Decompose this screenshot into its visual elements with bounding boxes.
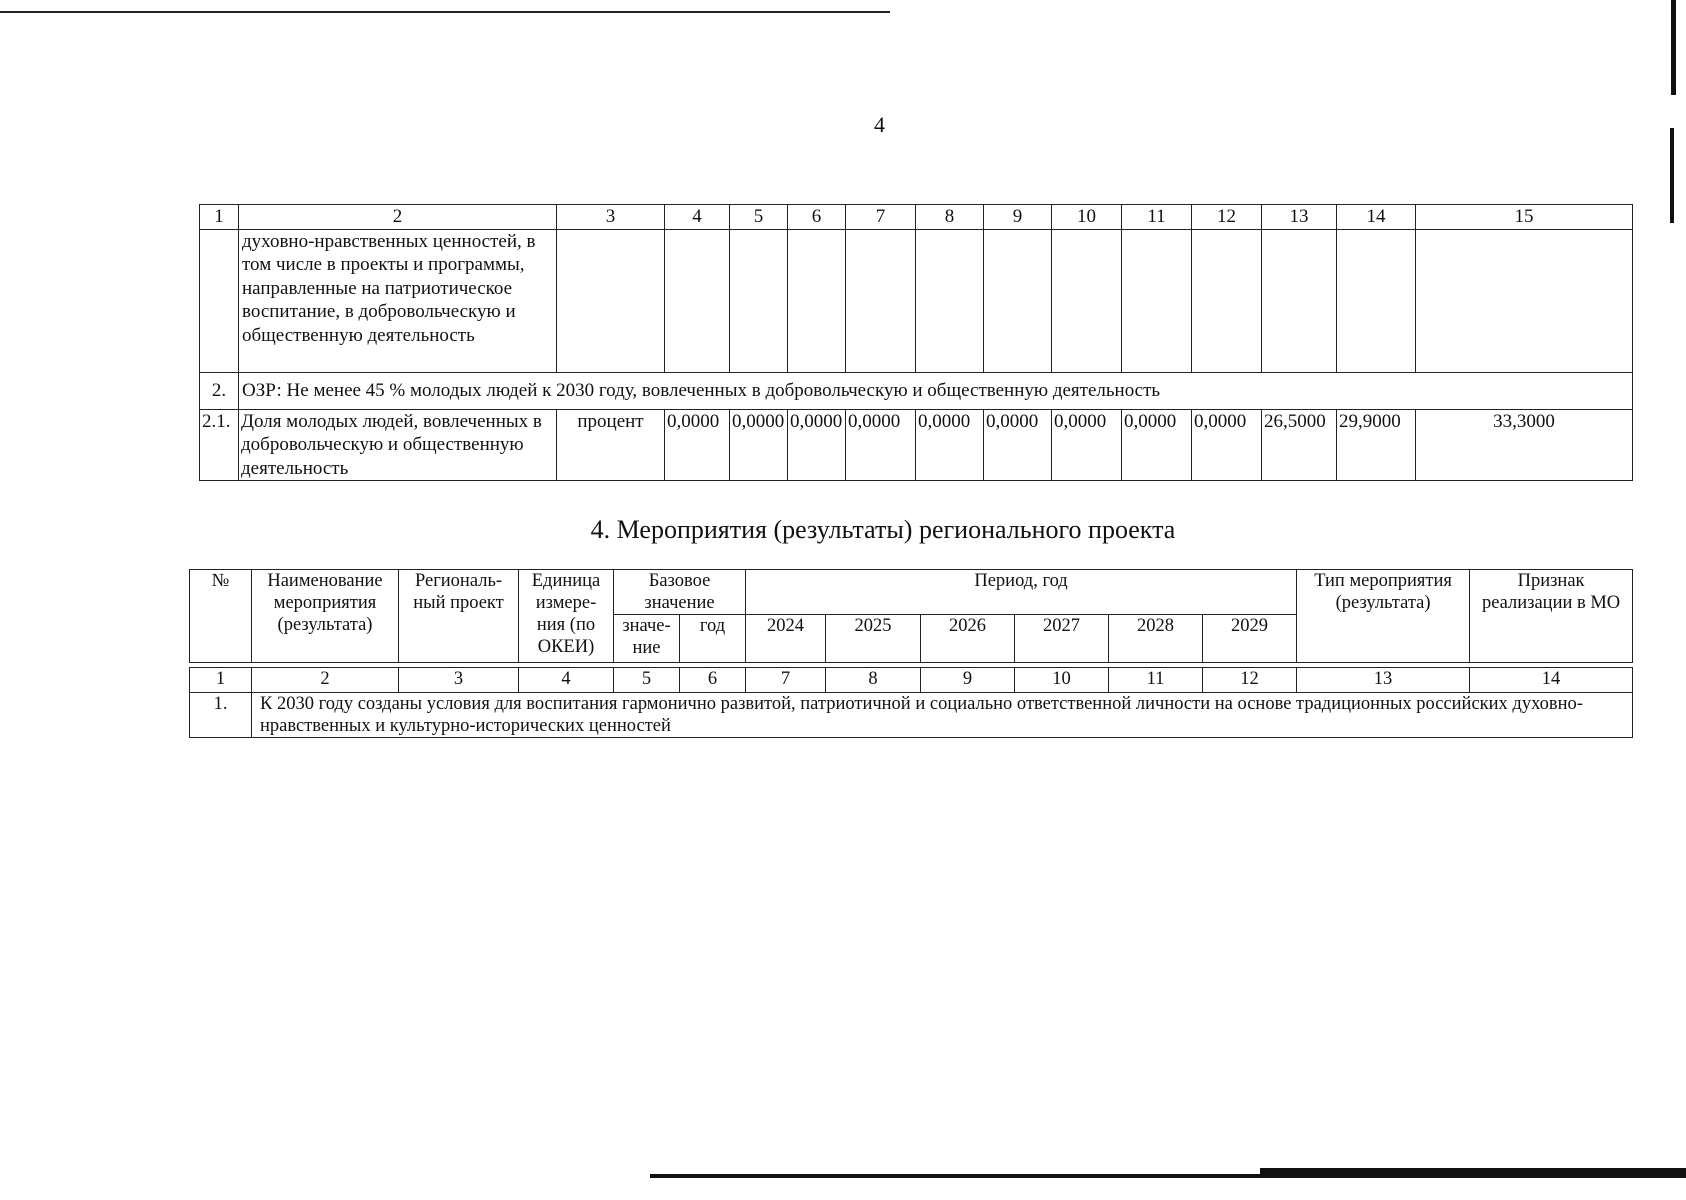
col-number: 7 [746,668,826,693]
col-number: 13 [1262,205,1337,230]
indicators-table [199,204,1633,481]
col-number: 14 [1337,205,1416,230]
indicator-value: 0,0000 [730,409,788,481]
header-regional: Региональ-ный проект [399,570,519,663]
header-name: Наименование мероприятия (результата) [252,570,399,663]
indicator-unit: процент [557,409,665,481]
col-number: 14 [1470,668,1633,693]
scan-edge-mark [1670,128,1674,223]
col-number: 4 [665,205,730,230]
indicator-value: 0,0000 [846,409,916,481]
col-number: 12 [1192,205,1262,230]
goal-text: ОЗР: Не менее 45 % молодых людей к 2030 году, вовлеченных в добровольческую и общественную деятельность [239,372,1633,409]
header-year: 2025 [826,615,921,663]
col-number: 8 [826,668,921,693]
header-num: № [190,570,252,663]
col-number: 11 [1122,205,1192,230]
indicator-value: 33,3000 [1416,409,1633,481]
col-number: 3 [557,205,665,230]
activities-header-table [189,569,1633,663]
col-number: 4 [519,668,614,693]
col-number: 7 [846,205,916,230]
col-number: 6 [680,668,746,693]
header-sign: Признак реализации в МО [1470,570,1633,663]
header-year: 2027 [1015,615,1109,663]
scan-edge-line [0,11,890,13]
header-base-year: год [680,615,746,663]
col-number: 5 [614,668,680,693]
continuation-row [200,229,1633,372]
col-number: 10 [1052,205,1122,230]
scan-edge-mark [1671,0,1676,95]
header-unit: Единица измере-ния (по ОКЕИ) [519,570,614,663]
indicator-value: 0,0000 [984,409,1052,481]
col-number: 1 [190,668,252,693]
col-number: 9 [984,205,1052,230]
indicator-value: 0,0000 [1122,409,1192,481]
indicator-number: 2.1. [200,409,239,481]
col-number: 2 [239,205,557,230]
col-number: 3 [399,668,519,693]
indicator-name: Доля молодых людей, вовлеченных в добровольческую и общественную деятельность [239,409,557,481]
header-year: 2028 [1109,615,1203,663]
header-year: 2026 [921,615,1015,663]
indicator-row [200,409,1633,481]
col-number: 6 [788,205,846,230]
col-number: 13 [1297,668,1470,693]
col-number: 1 [200,205,239,230]
indicator-value: 26,5000 [1262,409,1337,481]
goal-number: 2. [200,372,239,409]
col-number: 12 [1203,668,1297,693]
column-number-row [190,668,1633,693]
col-number: 9 [921,668,1015,693]
col-number: 8 [916,205,984,230]
section-title: 4. Мероприятия (результаты) регионального проекта [590,515,1176,544]
indicator-value: 0,0000 [916,409,984,481]
activity-number: 1. [190,693,252,738]
header-base-value: значе-ние [614,615,680,663]
header-year: 2024 [746,615,826,663]
page-number: 4 [874,112,885,137]
header-type: Тип мероприятия (результата) [1297,570,1470,663]
indicator-value: 0,0000 [788,409,846,481]
indicator-value: 0,0000 [1052,409,1122,481]
activity-row [190,693,1633,738]
column-number-row [200,205,1633,230]
activity-text: К 2030 году созданы условия для воспитания гармонично развитой, патриотичной и социально ответственной личности на основе традиционных российских духовно-нравственных и культурно-исторических ценностей [252,693,1633,738]
col-number: 15 [1416,205,1633,230]
col-number: 10 [1015,668,1109,693]
indicator-value: 29,9000 [1337,409,1416,481]
indicator-value: 0,0000 [1192,409,1262,481]
header-year: 2029 [1203,615,1297,663]
col-number: 2 [252,668,399,693]
goal-row [200,372,1633,409]
header-period: Период, год [746,570,1297,615]
col-number: 5 [730,205,788,230]
header-base: Базовое значение [614,570,746,615]
scan-edge-line [1260,1168,1686,1178]
col-number: 11 [1109,668,1203,693]
indicator-value: 0,0000 [665,409,730,481]
activities-table [189,667,1633,738]
continuation-text: духовно-нравственных ценностей, в том числе в проекты и программы, направленные на патриотическое воспитание, в добровольческую и общественную деятельность [239,229,557,372]
